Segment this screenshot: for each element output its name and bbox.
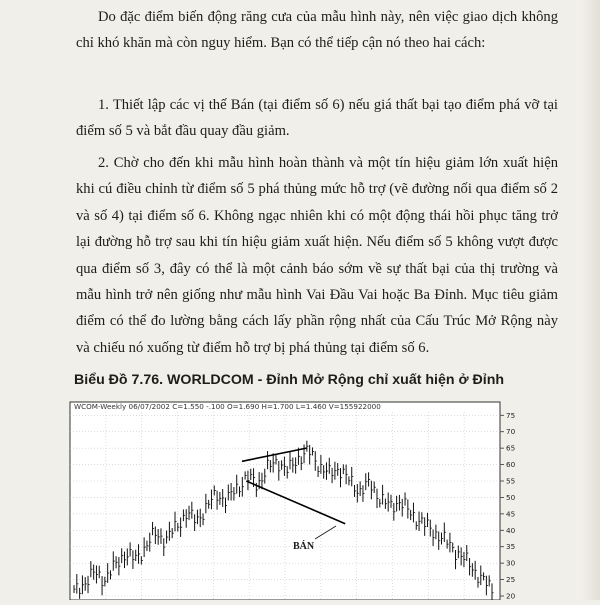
y-tick-label: 50 (506, 492, 516, 502)
figure-caption: Biểu Đồ 7.76. WORLDCOM - Đỉnh Mở Rộng chỉ xuất hiện ở Đỉnh (74, 372, 505, 388)
y-tick-label: 60 (506, 460, 516, 470)
y-tick-label: 75 (506, 410, 516, 420)
y-tick-label: 35 (506, 542, 516, 552)
page-edge-shadow (582, 0, 600, 600)
price-chart (68, 396, 544, 600)
plot-frame (70, 402, 500, 600)
y-tick-label: 30 (506, 558, 516, 568)
sell-annotation: BÁN (293, 541, 315, 552)
paragraph-intro: Do đặc điểm biến động răng cưa của mẫu hình này, nên việc giao dịch không chỉ khó khăn mà còn nguy hiểm. Bạn có thể tiếp cận nó theo hai cách: (76, 9, 558, 52)
y-tick-label: 45 (506, 509, 516, 519)
y-tick-label: 25 (506, 575, 516, 585)
y-axis-ticks (500, 411, 516, 600)
y-tick-label: 40 (506, 525, 516, 535)
chart-header: WCOM-Weekly 06/07/2002 C=1.550 -.100 O=1.690 H=1.700 L=1.460 V=155922000 (74, 402, 381, 411)
paragraph-approach-1: 1. Thiết lập các vị thế Bán (tại điểm số 6) nếu giá thất bại tạo điểm phá vỡ tại điểm số 5 và bắt đầu quay đầu giảm. (76, 97, 558, 140)
y-tick-label: 20 (506, 591, 516, 600)
chart-svg (68, 396, 544, 600)
y-tick-label: 65 (506, 443, 516, 453)
y-tick-label: 70 (506, 427, 516, 437)
paragraph-approach-2: 2. Chờ cho đến khi mẫu hình hoàn thành và một tín hiệu giảm lớn xuất hiện khi cú điều chỉnh từ điểm số 5 phá thủng mức hỗ trợ (vẽ đường nối qua điểm số 2 và số 4) tại điểm số 6. Không ngạc nhiên khi có một động thái hồi phục tăng trở lại đường hỗ trợ sau khi tín hiệu giảm xuất hiện. Nếu điểm số 5 không vượt được qua điểm số 3, đây có thể là một cảnh báo sớm về sự thất bại của thị trường và mẫu hình trở nên giống như mẫu hình Vai Đầu Vai hoặc Ba Đỉnh. Mục tiêu giảm điểm có thể đo lường bằng cách lấy phần rộng nhất của Cấu Trúc Mở Rộng này và chiếu nó xuống từ điểm hỗ trợ bị phá thủng tại điểm số 6. (76, 155, 558, 356)
y-tick-label: 55 (506, 476, 516, 486)
